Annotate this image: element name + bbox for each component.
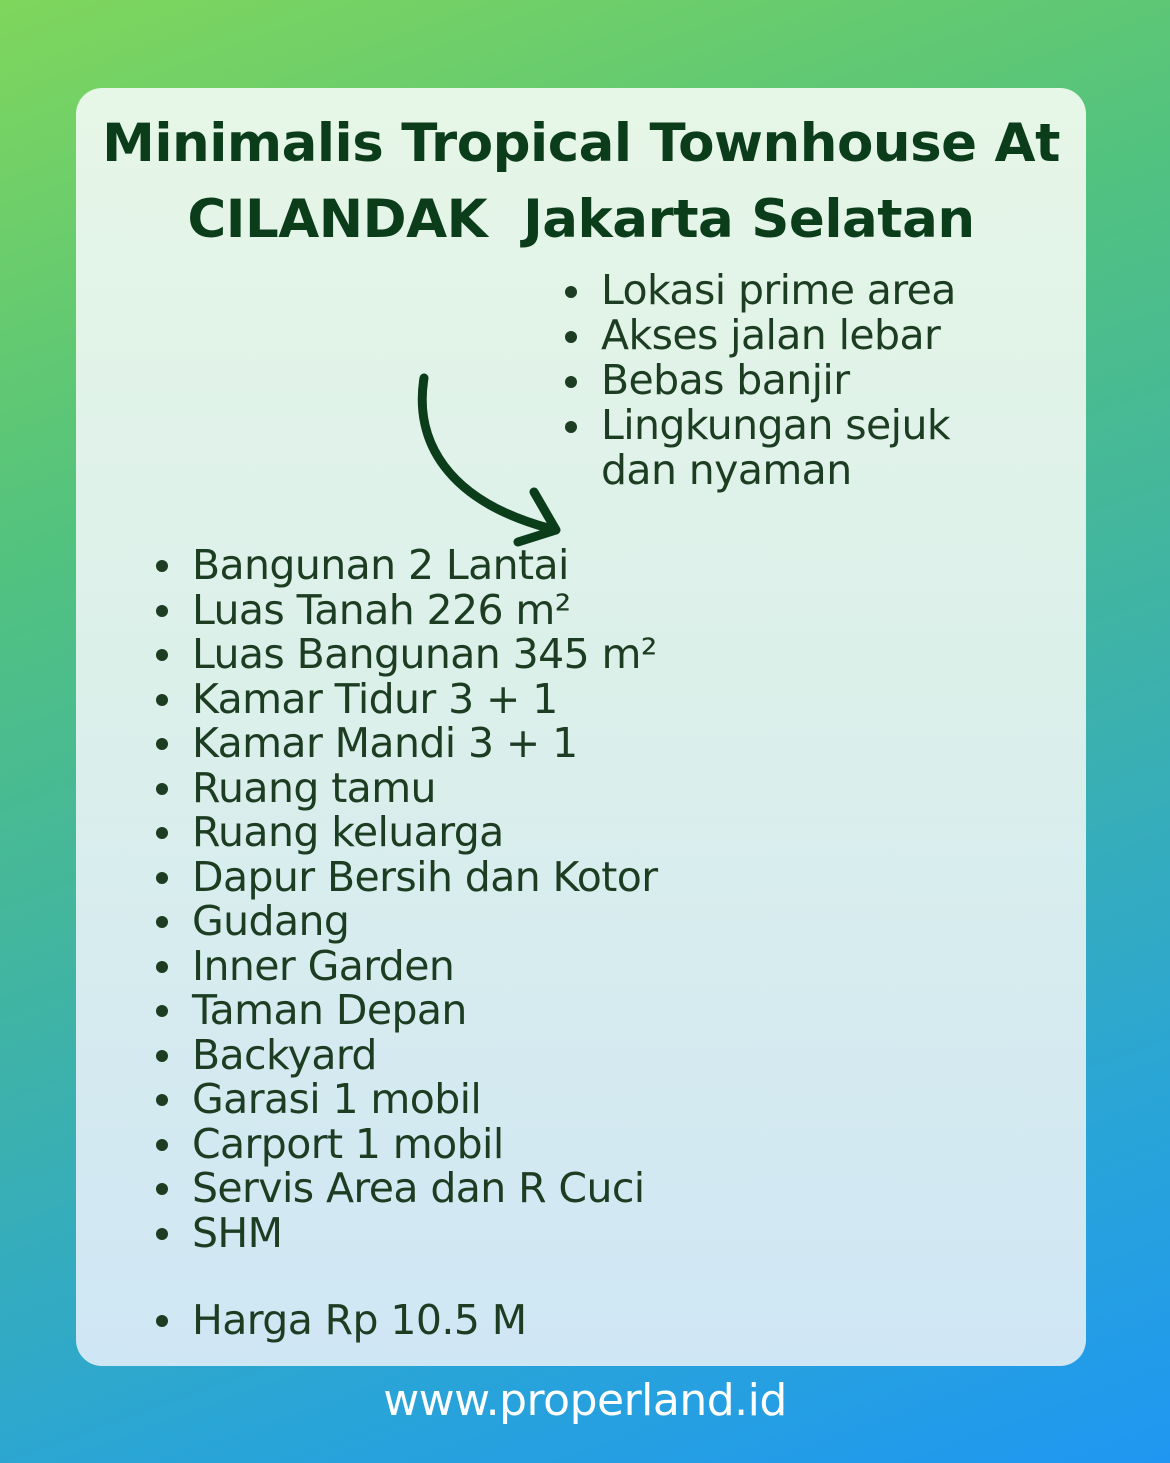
- list-item: Lingkungan sejuk dan nyaman: [563, 403, 1001, 493]
- list-item: Dapur Bersih dan Kotor: [154, 855, 658, 900]
- list-item: Luas Bangunan 345 m²: [154, 632, 658, 677]
- title-line-1: Minimalis Tropical Townhouse At: [102, 113, 1060, 174]
- price-item: Harga Rp 10.5 M: [154, 1298, 527, 1343]
- price-list: [154, 1298, 527, 1343]
- list-item: Backyard: [154, 1033, 658, 1078]
- list-item: Kamar Tidur 3 + 1: [154, 677, 658, 722]
- list-item: Akses jalan lebar: [563, 313, 1001, 358]
- specs-list: [154, 543, 658, 1255]
- list-item: Servis Area dan R Cuci: [154, 1166, 658, 1211]
- list-item: Bebas banjir: [563, 358, 1001, 403]
- features-list: [563, 268, 1001, 493]
- list-item: Carport 1 mobil: [154, 1122, 658, 1167]
- list-item: Ruang keluarga: [154, 810, 658, 855]
- list-item: Garasi 1 mobil: [154, 1077, 658, 1122]
- title-line-2: CILANDAK Jakarta Selatan: [187, 189, 975, 250]
- list-item: Lokasi prime area: [563, 268, 1001, 313]
- list-item: SHM: [154, 1211, 658, 1256]
- list-item: Kamar Mandi 3 + 1: [154, 721, 658, 766]
- list-item: Inner Garden: [154, 944, 658, 989]
- list-item: Luas Tanah 226 m²: [154, 588, 658, 633]
- list-item: Taman Depan: [154, 988, 658, 1033]
- curved-arrow-icon: [406, 370, 576, 560]
- page-title: [76, 106, 1086, 258]
- list-item: Gudang: [154, 899, 658, 944]
- list-item: Bangunan 2 Lantai: [154, 543, 658, 588]
- list-item: Ruang tamu: [154, 766, 658, 811]
- website-link[interactable]: www.properland.id: [383, 1375, 787, 1426]
